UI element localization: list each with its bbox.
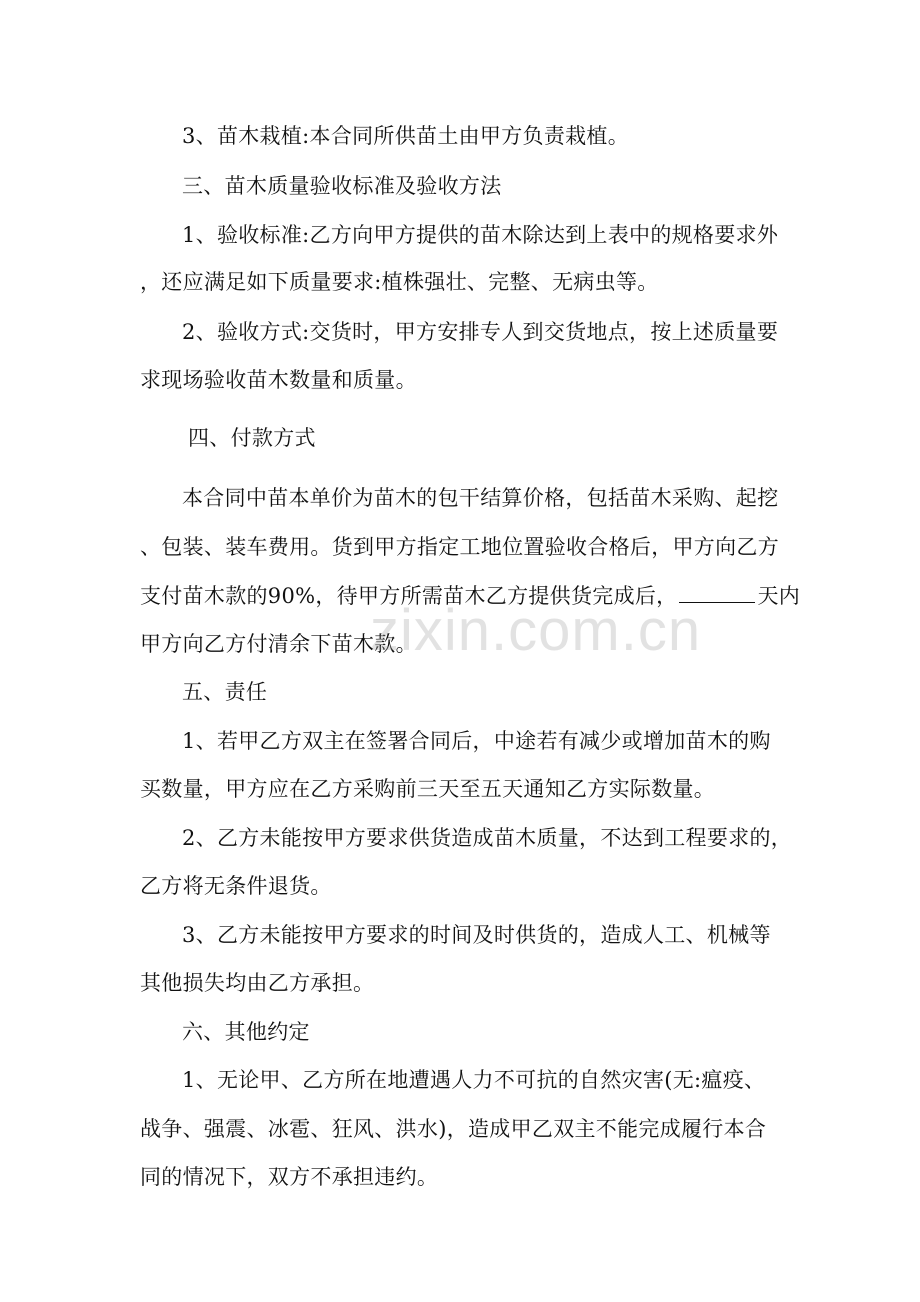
paragraph-line: 甲方向乙方付清余下苗木款。 bbox=[140, 632, 417, 656]
section-heading: 四、付款方式 bbox=[188, 426, 316, 450]
paragraph-line: 3、乙方未能按甲方要求的时间及时供货的，造成人工、机械等 bbox=[182, 923, 771, 947]
paragraph-line: 同的情况下，双方不承担违约。 bbox=[140, 1165, 439, 1189]
paragraph-line: 买数量，甲方应在乙方采购前三天至五天通知乙方实际数量。 bbox=[140, 777, 716, 801]
paragraph-line: 2、乙方未能按甲方要求供货造成苗木质量，不达到工程要求的， bbox=[182, 826, 793, 850]
paragraph-line: 其他损失均由乙方承担。 bbox=[140, 971, 375, 995]
paragraph-line: 、包装、装车费用。货到甲方指定工地位置验收合格后，甲方向乙方 bbox=[140, 535, 779, 559]
section-heading: 三、苗木质量验收标准及验收方法 bbox=[182, 174, 502, 198]
paragraph-line: 乙方将无条件退货。 bbox=[140, 874, 332, 898]
paragraph-line: 战争、强震、冰雹、狂风、洪水)，造成甲乙双主不能完成履行本合 bbox=[140, 1117, 767, 1141]
paragraph-line: 3、苗木栽植:本合同所供苗土由甲方负责栽植。 bbox=[182, 124, 630, 148]
section-heading: 五、责任 bbox=[182, 680, 268, 704]
paragraph-line: 1、若甲乙方双主在签署合同后，中途若有减少或增加苗木的购 bbox=[182, 729, 771, 753]
paragraph-line: ，还应满足如下质量要求:植株强壮、完整、无病虫等。 bbox=[140, 270, 659, 294]
paragraph-line: 本合同中苗本单价为苗木的包干结算价格，包括苗木采购、起挖 bbox=[182, 486, 779, 510]
watermark: zixin.com.cn bbox=[370, 598, 702, 663]
paragraph-line-text: 天内 bbox=[757, 584, 801, 608]
paragraph-line: 求现场验收苗木数量和质量。 bbox=[140, 368, 417, 392]
paragraph-line: 1、无论甲、乙方所在地遭遇人力不可抗的自然灾害(无:瘟疫、 bbox=[182, 1068, 766, 1092]
section-heading: 六、其他约定 bbox=[182, 1020, 310, 1044]
paragraph-line: 2、验收方式:交货时，甲方安排专人到交货地点，按上述质量要 bbox=[182, 320, 779, 344]
paragraph-line-text: 支付苗木款的90%，待甲方所需苗木乙方提供货完成后， bbox=[140, 584, 678, 608]
paragraph-line: 1、验收标准:乙方向甲方提供的苗木除达到上表中的规格要求外 bbox=[182, 223, 779, 247]
